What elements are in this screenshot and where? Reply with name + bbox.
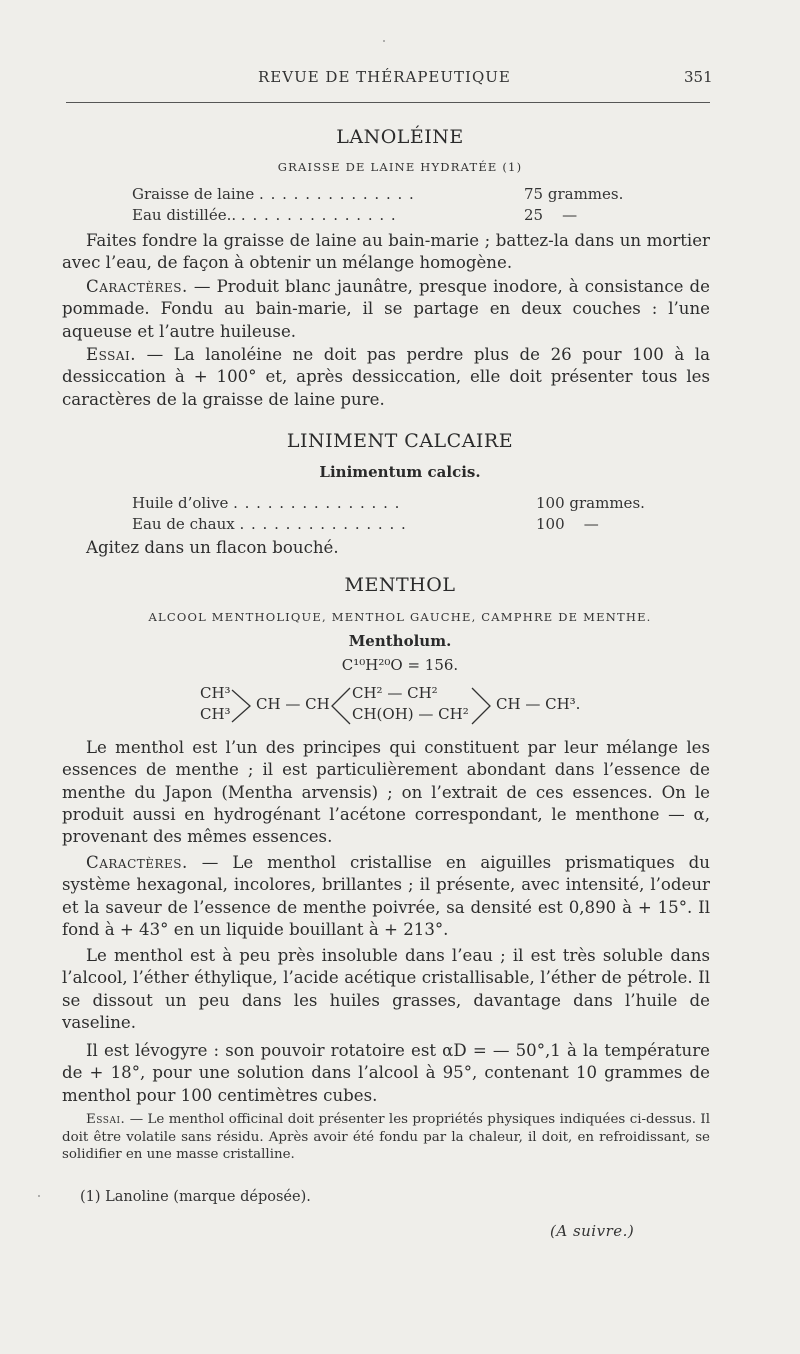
- section-subtitle-lanoleine: GRAISSE DE LAINE HYDRATÉE (1): [277, 160, 523, 174]
- formula-top-branch: CH² — CH²: [352, 684, 438, 702]
- footnote: (1) Lanoline (marque déposée).: [80, 1189, 311, 1205]
- ingredient-name: Eau de chaux: [132, 515, 235, 533]
- bond-bracket-left: [230, 686, 254, 726]
- bond-bracket-right: [470, 686, 494, 726]
- ingredient-quantity: 100 —: [536, 515, 599, 533]
- ingredient-name: Huile d’olive: [132, 494, 229, 512]
- leader-dots: . . . . . . . . . . . . . . .: [233, 494, 401, 512]
- paragraph-text: — La lanoléine ne doit pas perdre plus de 26 pour 100 à la dessiccation à + 100° et, après dessiccation, elle doit présenter tous les caractères de la graisse de laine pure.: [62, 345, 710, 409]
- formula-ch-ch3: CH — CH³.: [496, 695, 581, 713]
- paragraph-label: Essai.: [86, 345, 137, 364]
- bond-bracket-mid: [328, 686, 352, 726]
- formula-bottom-branch: CH(OH) — CH²: [352, 705, 469, 723]
- molecular-formula: C¹⁰H²⁰O = 156.: [341, 656, 459, 674]
- recipe-line: [132, 494, 652, 512]
- paragraph-label: Caractères.: [86, 853, 188, 872]
- ingredient-name: Graisse de laine: [132, 185, 255, 203]
- journal-title: REVUE DE THÉRAPEUTIQUE: [258, 68, 511, 86]
- section-title-liniment: LINIMENT CALCAIRE: [286, 430, 514, 452]
- paragraph: Il est lévogyre : son pouvoir rotatoire est αD = — 50°,1 à la température de + 18°, pour une solution dans l’alcool à 95°, contenant 10 grammes de menthol pour 100 centimètres cubes.: [62, 1041, 710, 1105]
- latin-name: Mentholum.: [348, 632, 452, 650]
- leader-dots: . . . . . . . . . . . . . .: [259, 185, 415, 203]
- section-subtitle-menthol: ALCOOL MENTHOLIQUE, MENTHOL GAUCHE, CAMPHRE DE MENTHE.: [148, 610, 652, 624]
- paragraph-text: — Le menthol officinal doit présenter les propriétés physiques indiquées ci-dessus. Il doit être volatile sans résidu. Après avoir été fondu par la chaleur, il doit, en refroidissant, se solidifier en une masse cristalline.: [62, 1112, 710, 1162]
- structural-formula: [200, 684, 620, 728]
- paragraph-label: Essai.: [86, 1112, 126, 1127]
- paragraph-caracteres: [62, 852, 710, 941]
- recipe-line: [132, 185, 652, 203]
- section-title-lanoleine: LANOLÉINE: [336, 126, 464, 148]
- formula-ch-ch: CH — CH: [256, 695, 330, 713]
- recipe-line: [132, 206, 652, 224]
- latin-name: Linimentum calcis.: [319, 463, 481, 481]
- paragraph-text: — Le menthol cristallise en aiguilles prismatiques du système hexagonal, incolores, brillantes ; il présente, avec intensité, l’odeur et la saveur de l’essence de menthe poivrée, sa densité est 0,890 à + 15°. Il fond à + 43° en un liquide bouillant à + 213°.: [62, 853, 710, 939]
- ingredient-quantity: 75 grammes.: [524, 185, 624, 203]
- ingredient-quantity: 25 —: [524, 206, 578, 224]
- paragraph: Le menthol est à peu près insoluble dans l’eau ; il est très soluble dans l’alcool, l’éther éthylique, l’acide acétique cristallisable, l’éther de pétrole. Il se dissout un peu dans les huiles grasses, davantage dans l’huile de vaseline.: [62, 946, 710, 1032]
- paragraph-essai: [62, 344, 710, 411]
- page-number: 351: [684, 68, 713, 86]
- paper-speck: [383, 40, 385, 42]
- paragraph-text: — Produit blanc jaunâtre, presque inodore, à consistance de pommade. Fondu au bain-marie, il se partage en deux couches : l’une aqueuse et l’autre huileuse.: [62, 277, 710, 341]
- continuation-note: (A suivre.): [550, 1222, 635, 1240]
- paragraph-label: Caractères.: [86, 277, 188, 296]
- formula-ch3-top: CH³: [200, 684, 231, 702]
- formula-ch3-bottom: CH³: [200, 705, 231, 723]
- running-header: [0, 68, 800, 90]
- ingredient-name: Eau distillée..: [132, 206, 237, 224]
- paragraph: Le menthol est l’un des principes qui constituent par leur mélange les essences de menthe ; il est particulièrement abondant dans l’essence de menthe du Japon (Mentha arvensis) ; on l’extrait de ces essences. On le produit aussi en hydrogénant l’acétone correspondant, le menthone — α, provenant des mêmes essences.: [62, 738, 710, 847]
- paper-speck: [38, 1195, 40, 1197]
- leader-dots: . . . . . . . . . . . . . .: [240, 206, 397, 224]
- recipe-line: [132, 515, 652, 533]
- leader-dots: . . . . . . . . . . . . . . .: [239, 515, 407, 533]
- instruction-line: Agitez dans un flacon bouché.: [86, 538, 339, 557]
- essai-note: [62, 1111, 710, 1164]
- paragraph-caracteres: [62, 276, 710, 343]
- paragraph: Faites fondre la graisse de laine au bain-marie ; battez-la dans un mortier avec l’eau, de façon à obtenir un mélange homogène.: [62, 231, 710, 273]
- header-rule: [66, 102, 710, 103]
- section-title-menthol: MENTHOL: [344, 574, 456, 596]
- ingredient-quantity: 100 grammes.: [536, 494, 645, 512]
